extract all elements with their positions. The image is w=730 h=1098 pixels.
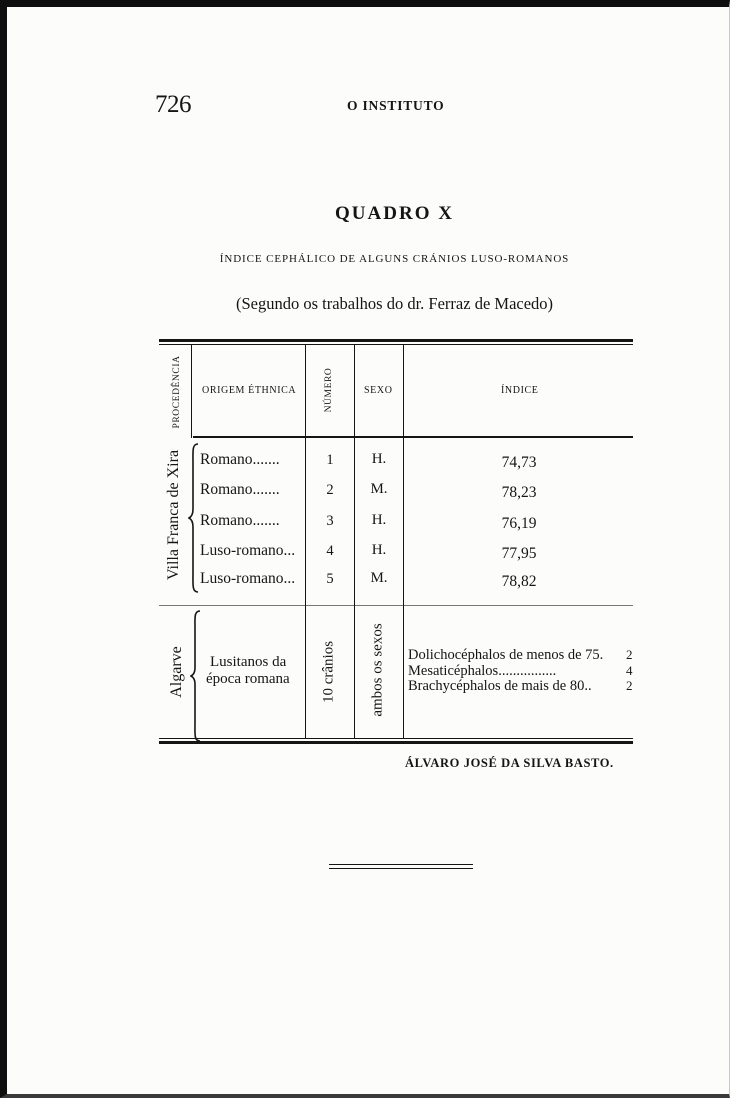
- origem-algarve-line2: época romana: [206, 671, 290, 687]
- class-label: Mesaticéphalos................: [408, 663, 557, 679]
- origem-row-3: Romano.......: [200, 512, 280, 529]
- procedencia-villa-franca: Villa Franca de Xira: [165, 449, 182, 581]
- table-source-note: (Segundo os trabalhos do dr. Ferraz de Macedo): [235, 294, 554, 313]
- numero-row-3: 3: [326, 513, 334, 529]
- header-numero: NÚMERO: [324, 367, 334, 413]
- indice-row-5: 78,82: [501, 573, 537, 590]
- origem-row-5: Luso-romano...: [200, 570, 296, 587]
- sexo-row-1: H.: [371, 451, 387, 467]
- header-origem: ORIGEM ÉTHNICA: [202, 385, 297, 396]
- numero-row-4: 4: [326, 543, 334, 559]
- indice-row-2: 78,23: [501, 484, 537, 501]
- numero-row-2: 2: [326, 482, 334, 498]
- author-signature: ÁLVARO JOSÉ DA SILVA BASTO.: [405, 756, 614, 770]
- table-title: QUADRO X: [335, 203, 454, 224]
- indice-row-4: 77,95: [501, 545, 537, 562]
- class-brachycephalos: [408, 678, 633, 694]
- brace-villa-franca: [188, 443, 200, 593]
- class-dolichocephalos: [408, 647, 633, 663]
- numero-algarve: 10 crânios: [320, 640, 337, 704]
- class-count: 2: [626, 678, 633, 693]
- sexo-row-5: M.: [370, 570, 388, 586]
- end-rule-top: [329, 864, 473, 865]
- origem-row-4: Luso-romano...: [200, 542, 296, 559]
- col-divider-sexo: [403, 345, 404, 738]
- table-top-rule: [159, 339, 633, 342]
- procedencia-algarve: Algarve: [168, 646, 185, 698]
- numero-row-1: 1: [326, 452, 334, 468]
- table-top-rule-thin: [159, 344, 633, 345]
- numero-row-5: 5: [326, 571, 334, 587]
- origem-row-2: Romano.......: [200, 481, 280, 498]
- header-separator: [193, 436, 633, 438]
- class-label: Brachycéphalos de mais de 80..: [408, 678, 592, 694]
- table-bottom-rule: [159, 741, 633, 744]
- running-head: O INSTITUTO: [347, 98, 445, 113]
- table-bottom-rule-thin: [159, 738, 633, 739]
- header-sexo: SEXO: [364, 385, 393, 396]
- col-divider-origem: [305, 345, 306, 738]
- sexo-row-2: M.: [370, 481, 388, 497]
- page-number: 726: [155, 91, 191, 118]
- header-indice: ÍNDICE: [501, 385, 539, 396]
- sexo-row-4: H.: [371, 542, 387, 558]
- class-count: 2: [626, 647, 633, 662]
- indice-row-1: 74,73: [501, 454, 537, 471]
- header-procedencia: PROCEDÊNCIA: [172, 355, 182, 429]
- end-rule-bottom: [329, 868, 473, 869]
- class-count: 4: [626, 663, 633, 678]
- sexo-row-3: H.: [371, 512, 387, 528]
- group-separator: [159, 605, 633, 606]
- brace-algarve: [190, 610, 202, 742]
- table-subtitle: ÍNDICE CEPHÁLICO DE ALGUNS CRÁNIOS LUSO-ROMANOS: [219, 253, 570, 265]
- sexo-algarve: ambos os sexos: [369, 623, 386, 717]
- class-mesaticephalos: [408, 663, 633, 679]
- indice-row-3: 76,19: [501, 515, 537, 532]
- col-divider-procedencia: [191, 345, 192, 438]
- class-label: Dolichocéphalos de menos de 75.: [408, 647, 604, 663]
- origem-row-1: Romano.......: [200, 451, 280, 468]
- origem-algarve-line1: Lusitanos da: [210, 654, 287, 670]
